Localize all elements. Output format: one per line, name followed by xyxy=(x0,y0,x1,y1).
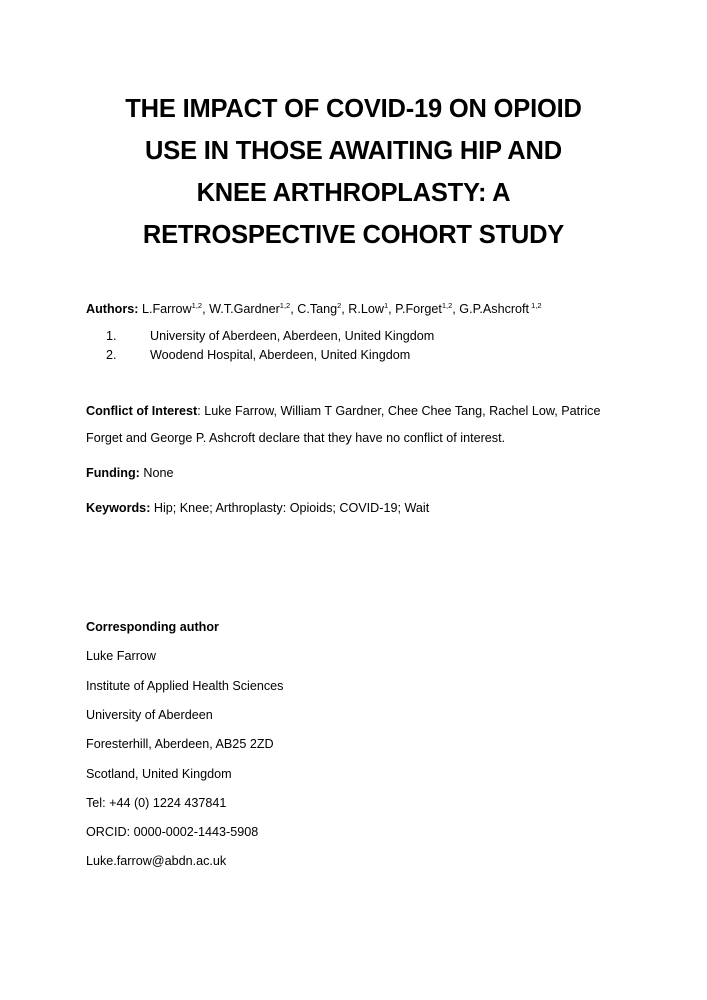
title-line-3: KNEE ARTHROPLASTY: A xyxy=(196,179,511,207)
paper-title xyxy=(60,88,647,256)
corresponding-phone: Tel: +44 (0) 1224 437841 xyxy=(86,796,227,810)
conflict-line-1 xyxy=(86,403,600,419)
author-1: L.Farrow$^{1,2}$, xyxy=(141,301,210,316)
title-line-1: THE IMPACT OF COVID-19 ON OPIOID xyxy=(125,95,582,123)
corresponding-university: University of Aberdeen xyxy=(86,708,213,722)
conflict-line-2: Forget and George P. Ashcroft declare that they have no conflict of interest. xyxy=(86,431,506,445)
affiliation-1-number: 1. xyxy=(106,329,117,343)
authors-line xyxy=(86,301,542,317)
title-line-2: USE IN THOSE AWAITING HIP AND xyxy=(145,137,562,165)
conflict-text-1: : Luke Farrow, William T Gardner, Chee Chee Tang, Rachel Low, Patrice xyxy=(197,404,601,418)
funding-value: None xyxy=(139,466,174,480)
author-2: W.T.Gardner$^{1,2}$, xyxy=(209,301,298,316)
corresponding-email: Luke.farrow@abdn.ac.uk xyxy=(86,854,227,868)
author-3: C.Tang$^2$, xyxy=(297,301,349,316)
conflict-label: Conflict of Interest xyxy=(86,404,198,418)
funding-label: Funding: xyxy=(86,466,140,480)
corresponding-address: Foresterhill, Aberdeen, AB25 2ZD xyxy=(86,737,274,751)
affiliation-2-text: Woodend Hospital, Aberdeen, United Kingdom xyxy=(150,348,411,362)
corresponding-institute: Institute of Applied Health Sciences xyxy=(86,679,284,693)
keywords-line xyxy=(86,500,429,516)
title-line-4: RETROSPECTIVE COHORT STUDY xyxy=(142,221,565,249)
affiliation-1-text: University of Aberdeen, Aberdeen, United Kingdom xyxy=(150,329,435,343)
corresponding-orcid: ORCID: 0000-0002-1443-5908 xyxy=(86,825,259,839)
corresponding-name: Luke Farrow xyxy=(86,649,156,663)
keywords-value: Hip; Knee; Arthroplasty: Opioids; COVID-19; Wait xyxy=(150,501,430,515)
author-6: G.P.Ashcroft $^{1,2}$ xyxy=(459,301,542,316)
affiliation-2-number: 2. xyxy=(106,348,117,362)
author-4: R.Low$^1$, xyxy=(348,301,396,316)
corresponding-heading: Corresponding author xyxy=(86,620,219,634)
corresponding-country: Scotland, United Kingdom xyxy=(86,767,232,781)
keywords-label: Keywords: xyxy=(86,501,151,515)
funding-line xyxy=(86,465,173,481)
author-5: P.Forget$^{1,2}$, xyxy=(395,301,460,316)
authors-label: Authors: xyxy=(86,302,139,316)
